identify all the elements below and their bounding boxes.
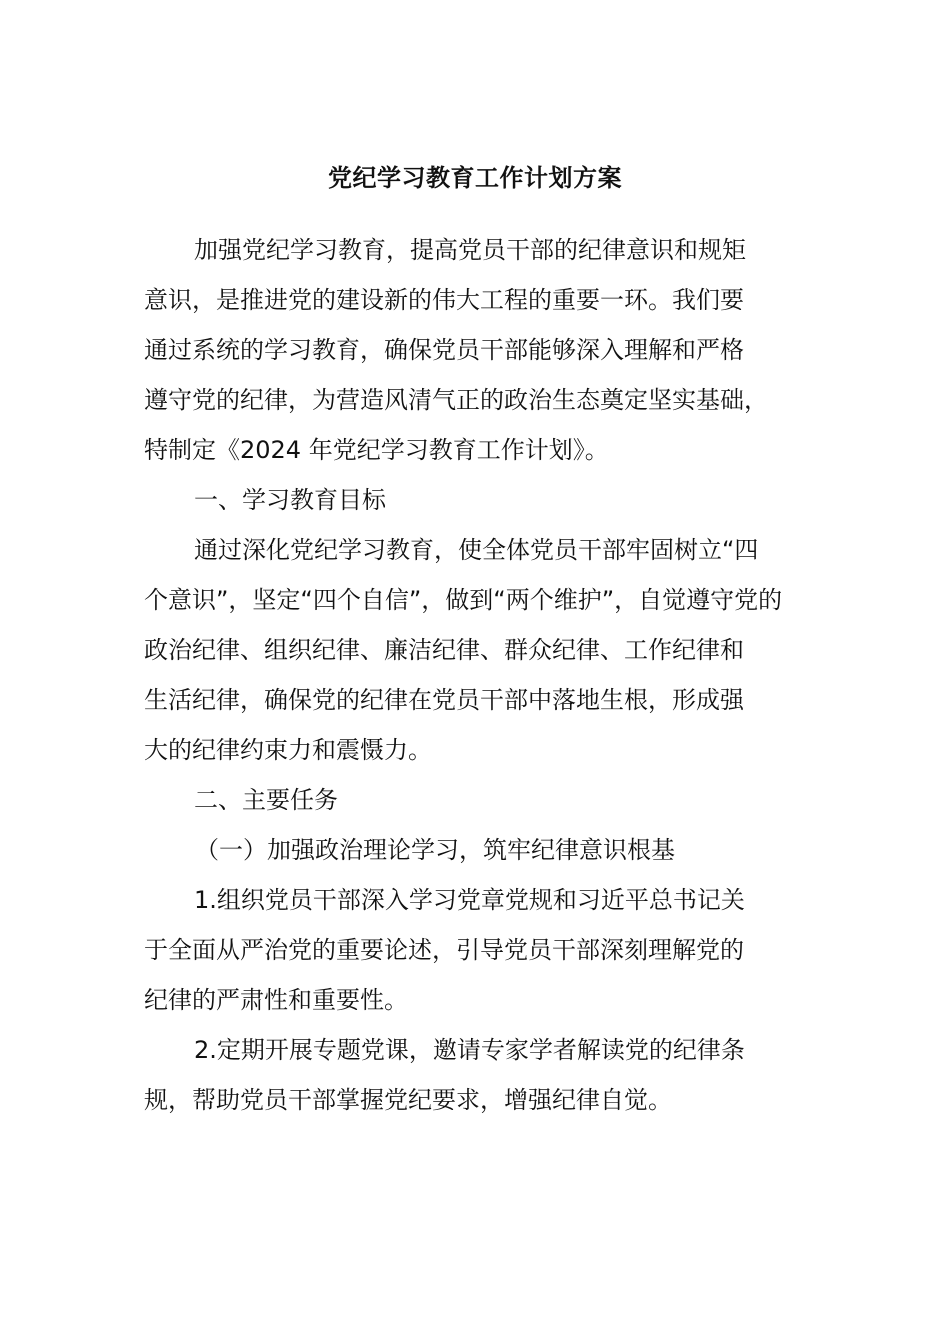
subsection-heading: （一）加强政治理论学习，筑牢纪律意识根基: [195, 836, 675, 864]
paragraph-line: 个意识”，坚定“四个自信”，做到“两个维护”，自觉遵守党的: [144, 586, 783, 614]
section-heading: 二、主要任务: [194, 786, 338, 814]
paragraph-line: 生活纪律，确保党的纪律在党员干部中落地生根，形成强: [144, 686, 744, 714]
paragraph-line: 通过系统的学习教育，确保党员干部能够深入理解和严格: [144, 336, 744, 364]
paragraph-line: 政治纪律、组织纪律、廉洁纪律、群众纪律、工作纪律和: [144, 636, 744, 664]
paragraph-line: 通过深化党纪学习教育，使全体党员干部牢固树立“四: [194, 536, 759, 564]
paragraph-line: 于全面从严治党的重要论述，引导党员干部深刻理解党的: [144, 936, 744, 964]
list-item: 1.组织党员干部深入学习党章党规和习近平总书记关: [194, 886, 745, 914]
list-item: 2.定期开展专题党课，邀请专家学者解读党的纪律条: [194, 1036, 745, 1064]
section-heading: 一、学习教育目标: [194, 486, 386, 514]
paragraph-line: 特制定《2024 年党纪学习教育工作计划》。: [144, 436, 609, 464]
document-title: 党纪学习教育工作计划方案: [328, 164, 622, 192]
paragraph-line: 意识，是推进党的建设新的伟大工程的重要一环。我们要: [144, 286, 744, 314]
paragraph-line: 加强党纪学习教育，提高党员干部的纪律意识和规矩: [194, 236, 746, 264]
paragraph-line: 大的纪律约束力和震慑力。: [144, 736, 432, 764]
paragraph-line: 遵守党的纪律，为营造风清气正的政治生态奠定坚实基础，: [144, 386, 768, 414]
paragraph-line: 规，帮助党员干部掌握党纪要求，增强纪律自觉。: [144, 1086, 672, 1114]
paragraph-line: 纪律的严肃性和重要性。: [144, 986, 408, 1014]
